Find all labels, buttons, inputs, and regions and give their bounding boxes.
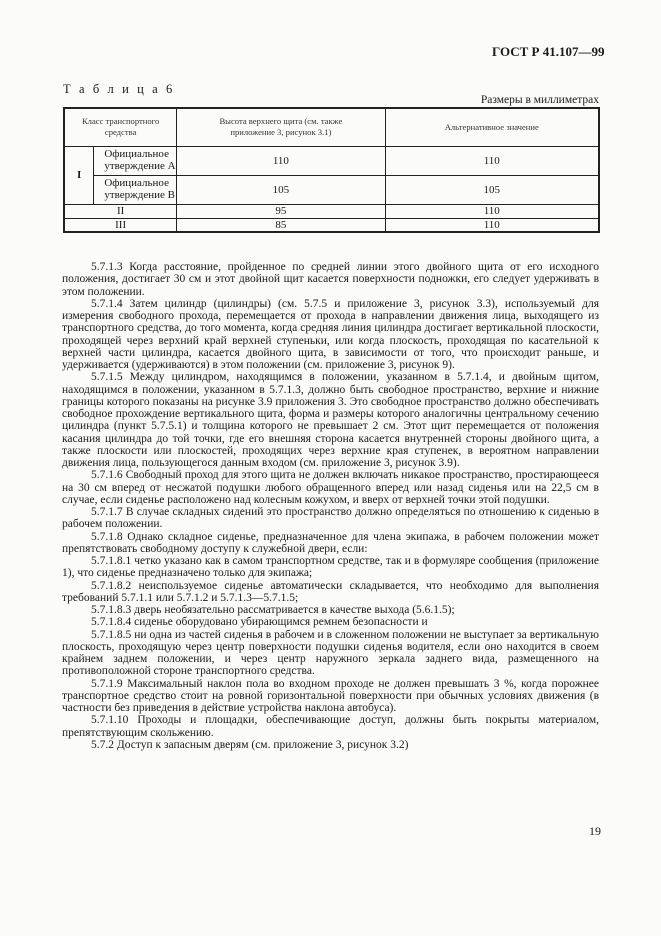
- table-header-row: [64, 108, 599, 146]
- body-text: [62, 261, 599, 751]
- height-cell: 85: [177, 218, 385, 232]
- height-cell: 95: [177, 204, 385, 218]
- header-upper-shield-height: Высота верхнего щита (см. также приложение 3, рисунок 3.1): [177, 108, 385, 146]
- paragraph: 5.7.1.8 Однако складное сиденье, предназначенное для члена экипажа, в рабочем положении может препятствовать свободному доступу к служебной двери, если:: [62, 530, 599, 555]
- height-cell: 105: [177, 175, 385, 204]
- page-number: 19: [589, 824, 601, 838]
- document-header: ГОСТ Р 41.107—99: [492, 44, 605, 59]
- paragraph: 5.7.1.8.2 неиспользуемое сиденье автоматически складывается, что необходимо для выполнения требований 5.7.1.1 или 5.7.1.2 и 5.7.1.3—5.7.1.5;: [62, 579, 599, 604]
- paragraph: 5.7.2 Доступ к запасным дверям (см. приложение 3, рисунок 3.2): [91, 738, 409, 751]
- paragraph: 5.7.1.8.3 дверь необязательно рассматривается в качестве выхода (5.6.1.5);: [91, 604, 455, 616]
- paragraph: 5.7.1.8.4 сиденье оборудовано убирающимся ремнем безопасности и: [91, 616, 428, 629]
- alt-cell: 110: [385, 146, 599, 175]
- approval-cell: Официальное утверждение B: [94, 175, 177, 204]
- height-cell: 110: [177, 146, 385, 175]
- header-alternative-value: Альтернативное значение: [385, 108, 599, 146]
- approval-cell: Официальное утверждение A: [94, 146, 177, 175]
- alt-cell: 105: [385, 175, 599, 204]
- header-vehicle-class: Класс транспортного средства: [64, 108, 177, 146]
- table-row: [64, 175, 599, 204]
- alt-cell: 110: [385, 218, 599, 232]
- paragraph: 5.7.1.6 Свободный проход для этого щита не должен включать никакое пространство, простирающееся на 30 см вперед от несжатой подушки любого обращенного вперед или назад сиденья или на 22,5 см в случае, если сиденье расположено над колесным кожухом, и вверх от верхней точки этой подушки.: [62, 469, 599, 506]
- table-row: [64, 146, 599, 175]
- class-cell: II: [64, 204, 177, 218]
- table-row: [64, 204, 599, 218]
- paragraph: 5.7.1.4 Затем цилиндр (цилиндры) (см. 5.7.5 и приложение 3, рисунок 3.3), используемый для измерения свободного прохода, перемещается от прохода в направлении движения лица, выходящего из транспортного средства, до того момента, когда средняя линия цилиндра достигает вертикальной плоскости, проходящей через верхний край верхней ступеньки, или когда плоскость, проходящая по касательной к верхней части цилиндра, касается двойного щита, в зависимости от того, что происходит раньше, и удерживается (удерживаются) в этом положении (см. приложение 3, рисунок 9).: [62, 297, 599, 371]
- paragraph: 5.7.1.7 В случае складных сидений это пространство должно определяться по отношению к сиденью в рабочем положении.: [62, 506, 599, 531]
- paragraph: 5.7.1.9 Максимальный наклон пола во входном проходе не должен превышать 3 %, когда порожнее транспортное средство стоит на ровной горизонтальной поверхности при обычных условиях движения (в частности без приведения в действие устройства наклона автобуса).: [62, 677, 599, 714]
- paragraph: 5.7.1.3 Когда расстояние, пройденное по средней линии этого двойного щита от его исходного положения, достигает 30 см и этот двойной щит касается поверхности подножки, его следует удерживать в этом положении.: [62, 261, 599, 298]
- class-cell: III: [64, 218, 177, 232]
- alt-cell: 110: [385, 204, 599, 218]
- paragraph: 5.7.1.8.5 ни одна из частей сиденья в рабочем и в сложенном положении не выступает за вертикальную плоскость, проходящую через центр поверхности подушки сиденья водителя, если оно находится в своем крайнем заднем положении, и через центр наружного зеркала заднего вида, размещенного на противоположной стороне транспортного средства.: [62, 628, 599, 678]
- table-row: [64, 218, 599, 232]
- table-label: Т а б л и ц а 6: [63, 82, 175, 96]
- dimensions-table: [63, 107, 600, 233]
- paragraph: 5.7.1.10 Проходы и площадки, обеспечивающие доступ, должны быть покрыты материалом, препятствующим скольжению.: [62, 714, 599, 739]
- paragraph: 5.7.1.8.1 четко указано как в самом транспортном средстве, так и в формуляре сообщения (приложение 1), что сиденье предназначено только для экипажа;: [62, 555, 599, 580]
- class-cell: I: [64, 146, 94, 204]
- table-units-note: Размеры в миллиметрах: [480, 94, 599, 106]
- paragraph: 5.7.1.5 Между цилиндром, находящимся в положении, указанном в 5.7.1.4, и двойным щитом, находящимся в положении, указанном в 5.7.1.3, должно быть свободное пространство, верхние и нижние границы которого показаны на рисунке 3.9 приложения 3. Это свободное пространство должно обеспечивать свободное прохождение вертикального щита, форма и размеры которого аналогичны центральному сечению цилиндра (пункт 5.7.5.1) и толщина которого не превышает 2 см. Этот щит перемещается от положения касания цилиндра до той точки, где его внешняя сторона касается внутренней стороны двойного щита, а также плоскости или плоскостей, проходящих через верхние края ступенек, в вероятном направлении движения лица, пользующегося данным входом (см. приложение 3, рисунок 3.9).: [62, 371, 599, 469]
